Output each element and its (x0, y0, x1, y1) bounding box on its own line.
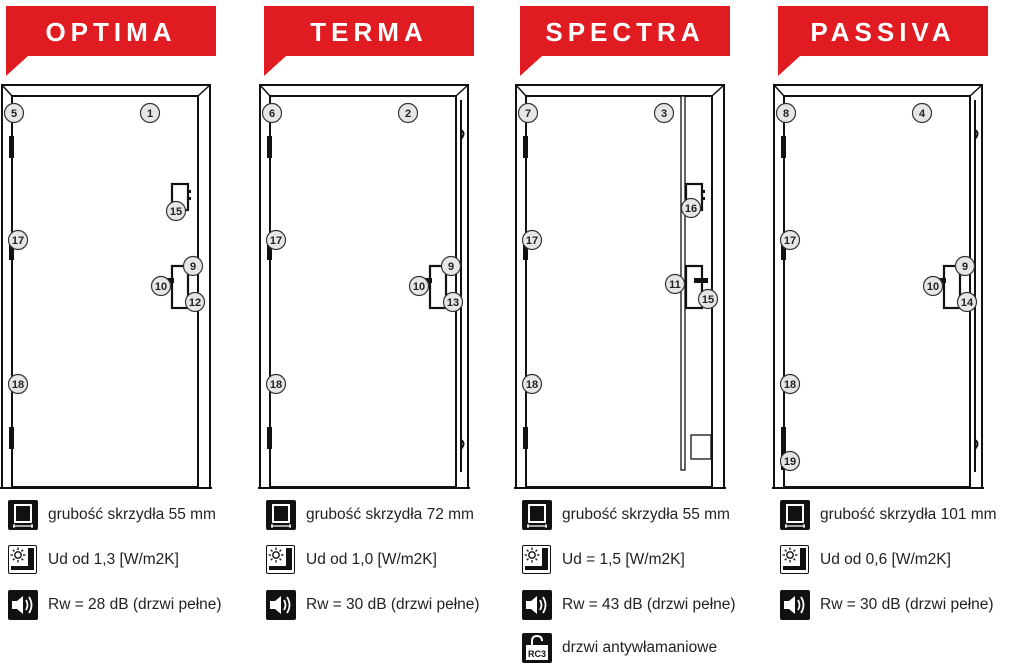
hinge (9, 427, 14, 449)
callout-number: 17 (525, 235, 539, 247)
callout-hinge-mid (267, 231, 286, 250)
model-name: TERMA (310, 17, 428, 47)
spec-acoustic (522, 590, 770, 624)
spec-thickness (522, 500, 770, 534)
callout-lock-b (924, 277, 943, 296)
callout-number: 10 (154, 281, 168, 293)
callout-leaf (655, 104, 674, 123)
callout-number: 9 (189, 261, 197, 273)
spec-thickness-text: grubość skrzydła 55 mm (48, 506, 216, 523)
callout-number: 19 (783, 456, 797, 468)
callout-lock-b (152, 277, 171, 296)
model-name: SPECTRA (545, 17, 705, 47)
door-diagram (772, 80, 1024, 492)
thickness-icon (8, 500, 38, 530)
callout-number: 14 (960, 297, 974, 309)
model-name: OPTIMA (45, 17, 177, 47)
callout-leaf (141, 104, 160, 123)
callout-lock-top (682, 199, 701, 218)
spec-thickness (8, 500, 256, 534)
hinge (523, 136, 528, 158)
door-leaf (12, 96, 198, 487)
callout-lock-a (956, 257, 975, 276)
spec-acoustic-text: Rw = 30 dB (drzwi pełne) (820, 596, 994, 613)
sun-thermal-icon (8, 545, 37, 574)
callout-number: 10 (926, 281, 940, 293)
callout-lock-c (699, 290, 718, 309)
sun-thermal-icon (522, 545, 551, 574)
door-column-passiva (772, 0, 1024, 671)
spec-thermal-text: Ud od 1,0 [W/m2K] (306, 551, 437, 568)
door-drawing (514, 80, 770, 492)
callout-number: 17 (783, 235, 797, 247)
callout-number: 16 (684, 203, 698, 215)
callout-number: 9 (961, 261, 969, 273)
spec-acoustic-text: Rw = 30 dB (drzwi pełne) (306, 596, 480, 613)
spec-thickness (780, 500, 1024, 534)
callout-hinge-mid (9, 231, 28, 250)
callout-leaf (913, 104, 932, 123)
speaker-sound-icon (780, 590, 810, 620)
spec-acoustic-text: Rw = 43 dB (drzwi pełne) (562, 596, 736, 613)
spec-thermal-text: Ud = 1,5 [W/m2K] (562, 551, 685, 568)
speaker-sound-icon (8, 590, 38, 620)
hinge (781, 427, 786, 449)
spec-security (522, 633, 770, 667)
callout-number: 18 (269, 379, 283, 391)
spec-thermal (8, 545, 256, 579)
callout-number: 3 (660, 108, 668, 120)
speaker-sound-icon (522, 590, 552, 620)
callout-hinge-low (523, 375, 542, 394)
spec-thickness-text: grubość skrzydła 101 mm (820, 506, 997, 523)
hinge (267, 136, 272, 158)
speaker-sound-icon (266, 590, 296, 620)
callout-number: 18 (783, 379, 797, 391)
padlock-rc3-icon (522, 633, 552, 663)
callout-lock-top (167, 202, 186, 221)
model-banner (264, 6, 474, 76)
spec-security-text: drzwi antywłamaniowe (562, 639, 718, 656)
door-leaf (784, 96, 970, 487)
callout-number: 10 (412, 281, 426, 293)
spec-thermal-text: Ud od 0,6 [W/m2K] (820, 551, 951, 568)
callout-number: 12 (188, 297, 202, 309)
thickness-icon (780, 500, 810, 530)
model-banner (520, 6, 730, 76)
door-diagram (514, 80, 770, 492)
callout-hinge-low (781, 375, 800, 394)
callout-number: 8 (782, 108, 790, 120)
door-column-spectra (514, 0, 770, 671)
spec-thickness-text: grubość skrzydła 72 mm (306, 506, 474, 523)
callout-hinge-low (267, 375, 286, 394)
door-column-terma (258, 0, 514, 671)
model-banner (6, 6, 216, 76)
callout-lock-c (444, 293, 463, 312)
door-diagram (0, 80, 256, 492)
callout-hinge-low (9, 375, 28, 394)
spec-thermal (266, 545, 514, 579)
callout-number: 17 (11, 235, 25, 247)
hinge (523, 427, 528, 449)
door-leaf (270, 96, 456, 487)
door-drawing (0, 80, 256, 492)
door-drawing (772, 80, 1024, 492)
callout-hinge-mid (781, 231, 800, 250)
callout-lock-a (666, 275, 685, 294)
thickness-icon (522, 500, 552, 530)
callout-number: 17 (269, 235, 283, 247)
spec-acoustic (8, 590, 256, 624)
callout-lock-c (958, 293, 977, 312)
hinge (267, 427, 272, 449)
spec-acoustic (780, 590, 1024, 624)
spec-thickness (266, 500, 514, 534)
callout-number: 15 (701, 294, 715, 306)
callout-number: 6 (268, 108, 276, 120)
callout-number: 5 (10, 108, 18, 120)
thickness-icon (266, 500, 296, 530)
spec-thermal (522, 545, 770, 579)
door-diagram (258, 80, 514, 492)
callout-frame (777, 104, 796, 123)
spec-acoustic (266, 590, 514, 624)
callout-number: 2 (404, 108, 412, 120)
spec-acoustic-text: Rw = 28 dB (drzwi pełne) (48, 596, 222, 613)
model-banner (778, 6, 988, 76)
door-drawing (258, 80, 514, 492)
callout-lock-a (442, 257, 461, 276)
callout-hinge-mid (523, 231, 542, 250)
callout-frame (519, 104, 538, 123)
callout-hinge-bottom (781, 452, 800, 471)
spec-thermal (780, 545, 1024, 579)
callout-number: 1 (146, 108, 154, 120)
callout-frame (5, 104, 24, 123)
callout-leaf (399, 104, 418, 123)
callout-lock-b (410, 277, 429, 296)
callout-number: 18 (525, 379, 539, 391)
callout-lock-c (186, 293, 205, 312)
callout-lock-a (184, 257, 203, 276)
spec-thickness-text: grubość skrzydła 55 mm (562, 506, 730, 523)
security-badge-text: RC3 (527, 649, 547, 659)
callout-number: 18 (11, 379, 25, 391)
callout-number: 7 (524, 108, 532, 120)
callout-number: 15 (169, 206, 183, 218)
sun-thermal-icon (780, 545, 809, 574)
door-column-optima (0, 0, 256, 671)
callout-number: 4 (918, 108, 926, 120)
model-name: PASSIVA (810, 17, 956, 47)
callout-frame (263, 104, 282, 123)
callout-number: 9 (447, 261, 455, 273)
hinge (781, 136, 786, 158)
door-handle (694, 278, 708, 283)
callout-number: 11 (669, 279, 681, 291)
callout-number: 13 (446, 297, 460, 309)
sun-thermal-icon (266, 545, 295, 574)
spec-thermal-text: Ud od 1,3 [W/m2K] (48, 551, 179, 568)
hinge (9, 136, 14, 158)
